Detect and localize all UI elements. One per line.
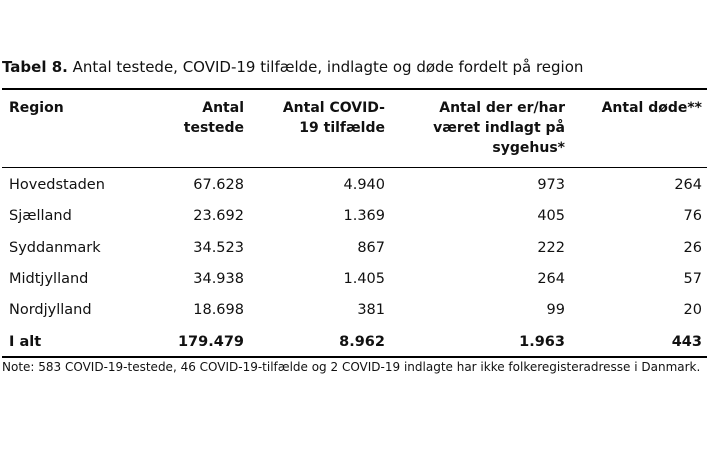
- row-sjaelland-region: Sjælland: [9, 208, 72, 224]
- row-hovedstaden-tested: 67.628: [193, 177, 244, 193]
- row-hovedstaden-cases: 4.940: [343, 177, 385, 193]
- row-syddanmark-region: Syddanmark: [9, 240, 101, 256]
- row-midtjylland-tested: 34.938: [193, 271, 244, 287]
- row-nordjylland-tested: 18.698: [193, 302, 244, 318]
- row-syddanmark-deaths: 26: [683, 240, 702, 256]
- row-midtjylland-cases: 1.405: [343, 271, 385, 287]
- header-deaths: Antal døde**: [601, 100, 702, 116]
- row-nordjylland-hospitalized: 99: [546, 302, 565, 318]
- header-tested: Antal testede: [183, 100, 244, 136]
- row-total-tested: 179.479: [177, 334, 244, 350]
- table-caption-text: Antal testede, COVID-19 tilfælde, indlagte og døde fordelt på region: [67, 58, 584, 76]
- row-total-region: I alt: [9, 334, 42, 350]
- row-total-deaths: 443: [671, 334, 702, 350]
- row-hovedstaden-region: Hovedstaden: [9, 177, 105, 193]
- row-sjaelland-cases: 1.369: [343, 208, 385, 224]
- header-hospitalized: Antal der er/har været indlagt på sygehus*: [433, 100, 565, 156]
- row-total-cases: 8.962: [339, 334, 385, 350]
- row-hovedstaden-hospitalized: 973: [537, 177, 565, 193]
- table-header-rule: [2, 167, 707, 168]
- table-bottom-rule: [2, 356, 707, 358]
- table-note: Note: 583 COVID-19-testede, 46 COVID-19-tilfælde og 2 COVID-19 indlagte har ikke folkeregisteradresse i Danmark.: [2, 360, 701, 374]
- row-total-hospitalized: 1.963: [519, 334, 565, 350]
- row-midtjylland-hospitalized: 264: [537, 271, 565, 287]
- row-syddanmark-tested: 34.523: [193, 240, 244, 256]
- row-midtjylland-deaths: 57: [683, 271, 702, 287]
- row-nordjylland-region: Nordjylland: [9, 302, 92, 318]
- table-caption: [2, 57, 583, 77]
- row-sjaelland-deaths: 76: [683, 208, 702, 224]
- row-sjaelland-hospitalized: 405: [537, 208, 565, 224]
- row-syddanmark-cases: 867: [357, 240, 385, 256]
- table-top-rule: [2, 88, 707, 90]
- header-region: Region: [9, 100, 64, 116]
- row-midtjylland-region: Midtjylland: [9, 271, 89, 287]
- row-hovedstaden-deaths: 264: [674, 177, 702, 193]
- row-nordjylland-deaths: 20: [683, 302, 702, 318]
- row-nordjylland-cases: 381: [357, 302, 385, 318]
- row-sjaelland-tested: 23.692: [193, 208, 244, 224]
- row-syddanmark-hospitalized: 222: [537, 240, 565, 256]
- table-caption-label: Tabel 8.: [2, 58, 68, 76]
- header-cases: Antal COVID- 19 tilfælde: [282, 100, 385, 136]
